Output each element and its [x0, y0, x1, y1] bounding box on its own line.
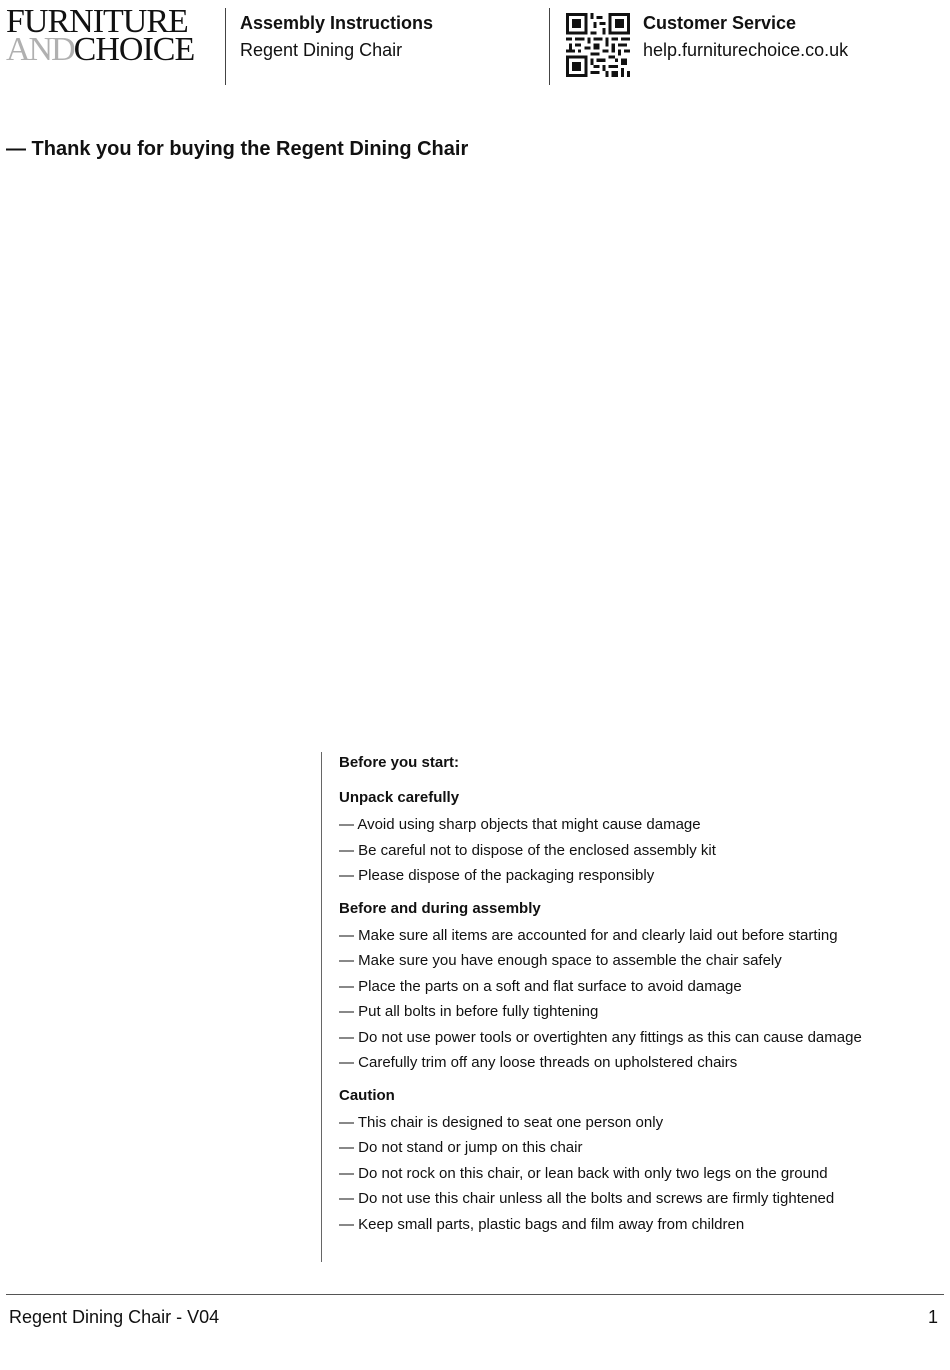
section-title: Unpack carefully [339, 789, 460, 806]
section-title: Before and during assembly [339, 899, 541, 917]
list-item: — Do not rock on this chair, or lean back with only two legs on the ground [339, 1164, 828, 1182]
list-item: — Keep small parts, plastic bags and film away from children [339, 1215, 745, 1233]
list-item: — Carefully trim off any loose threads on upholstered chairs [339, 1054, 738, 1071]
section-title: Caution [339, 1086, 395, 1104]
list-item: — This chair is designed to seat one person only [339, 1113, 664, 1131]
section-before-and-during-assembly [339, 899, 939, 1076]
document-type: Assembly Instructions [240, 13, 434, 33]
list-item: — Make sure all items are accounted for and clearly laid out before starting [339, 926, 838, 944]
brand-logo [6, 3, 211, 68]
list-item: — Do not use this chair unless all the bolts and screws are firmly tightened [339, 1190, 835, 1207]
customer-service-title: Customer Service [643, 13, 797, 33]
list-item: — Do not stand or jump on this chair [339, 1139, 583, 1156]
footer-document-label: Regent Dining Chair - V04 [9, 1307, 220, 1327]
list-item: — Place the parts on a soft and flat surface to avoid damage [339, 977, 742, 995]
customer-service-link[interactable]: help.furniturechoice.co.uk [643, 40, 849, 60]
list-item: — Put all bolts in before fully tightening [339, 1003, 599, 1020]
logo-word-choice: CHOICE [73, 31, 195, 68]
logo-line-and-choice [6, 31, 211, 68]
list-item: — Make sure you have enough space to assemble the chair safely [339, 952, 782, 969]
product-name: Regent Dining Chair [240, 40, 403, 60]
customer-service-info [643, 10, 848, 64]
panel-divider [321, 752, 322, 1262]
list-item: — Please dispose of the packaging responsibly [339, 867, 655, 884]
qr-code-icon[interactable] [566, 13, 630, 77]
list-item: — Avoid using sharp objects that might cause damage [339, 816, 701, 833]
document-info [240, 10, 433, 64]
before-you-start-title: Before you start: [339, 754, 460, 771]
list-item: — Be careful not to dispose of the enclosed assembly kit [339, 841, 716, 859]
logo-word-and: AND [6, 31, 74, 68]
section-unpack-carefully [339, 788, 939, 889]
list-item: — Do not use power tools or overtighten any fittings as this can cause damage [339, 1028, 862, 1046]
header-divider [549, 8, 550, 85]
header-divider [225, 8, 226, 85]
page-number: 1 [927, 1307, 938, 1327]
thank-you-heading: — Thank you for buying the Regent Dining Chair [6, 138, 469, 160]
before-you-start-panel [339, 752, 939, 1237]
section-caution [339, 1086, 939, 1238]
footer-divider [6, 1294, 944, 1295]
logo-word-furniture: FURNITURE [6, 3, 188, 40]
